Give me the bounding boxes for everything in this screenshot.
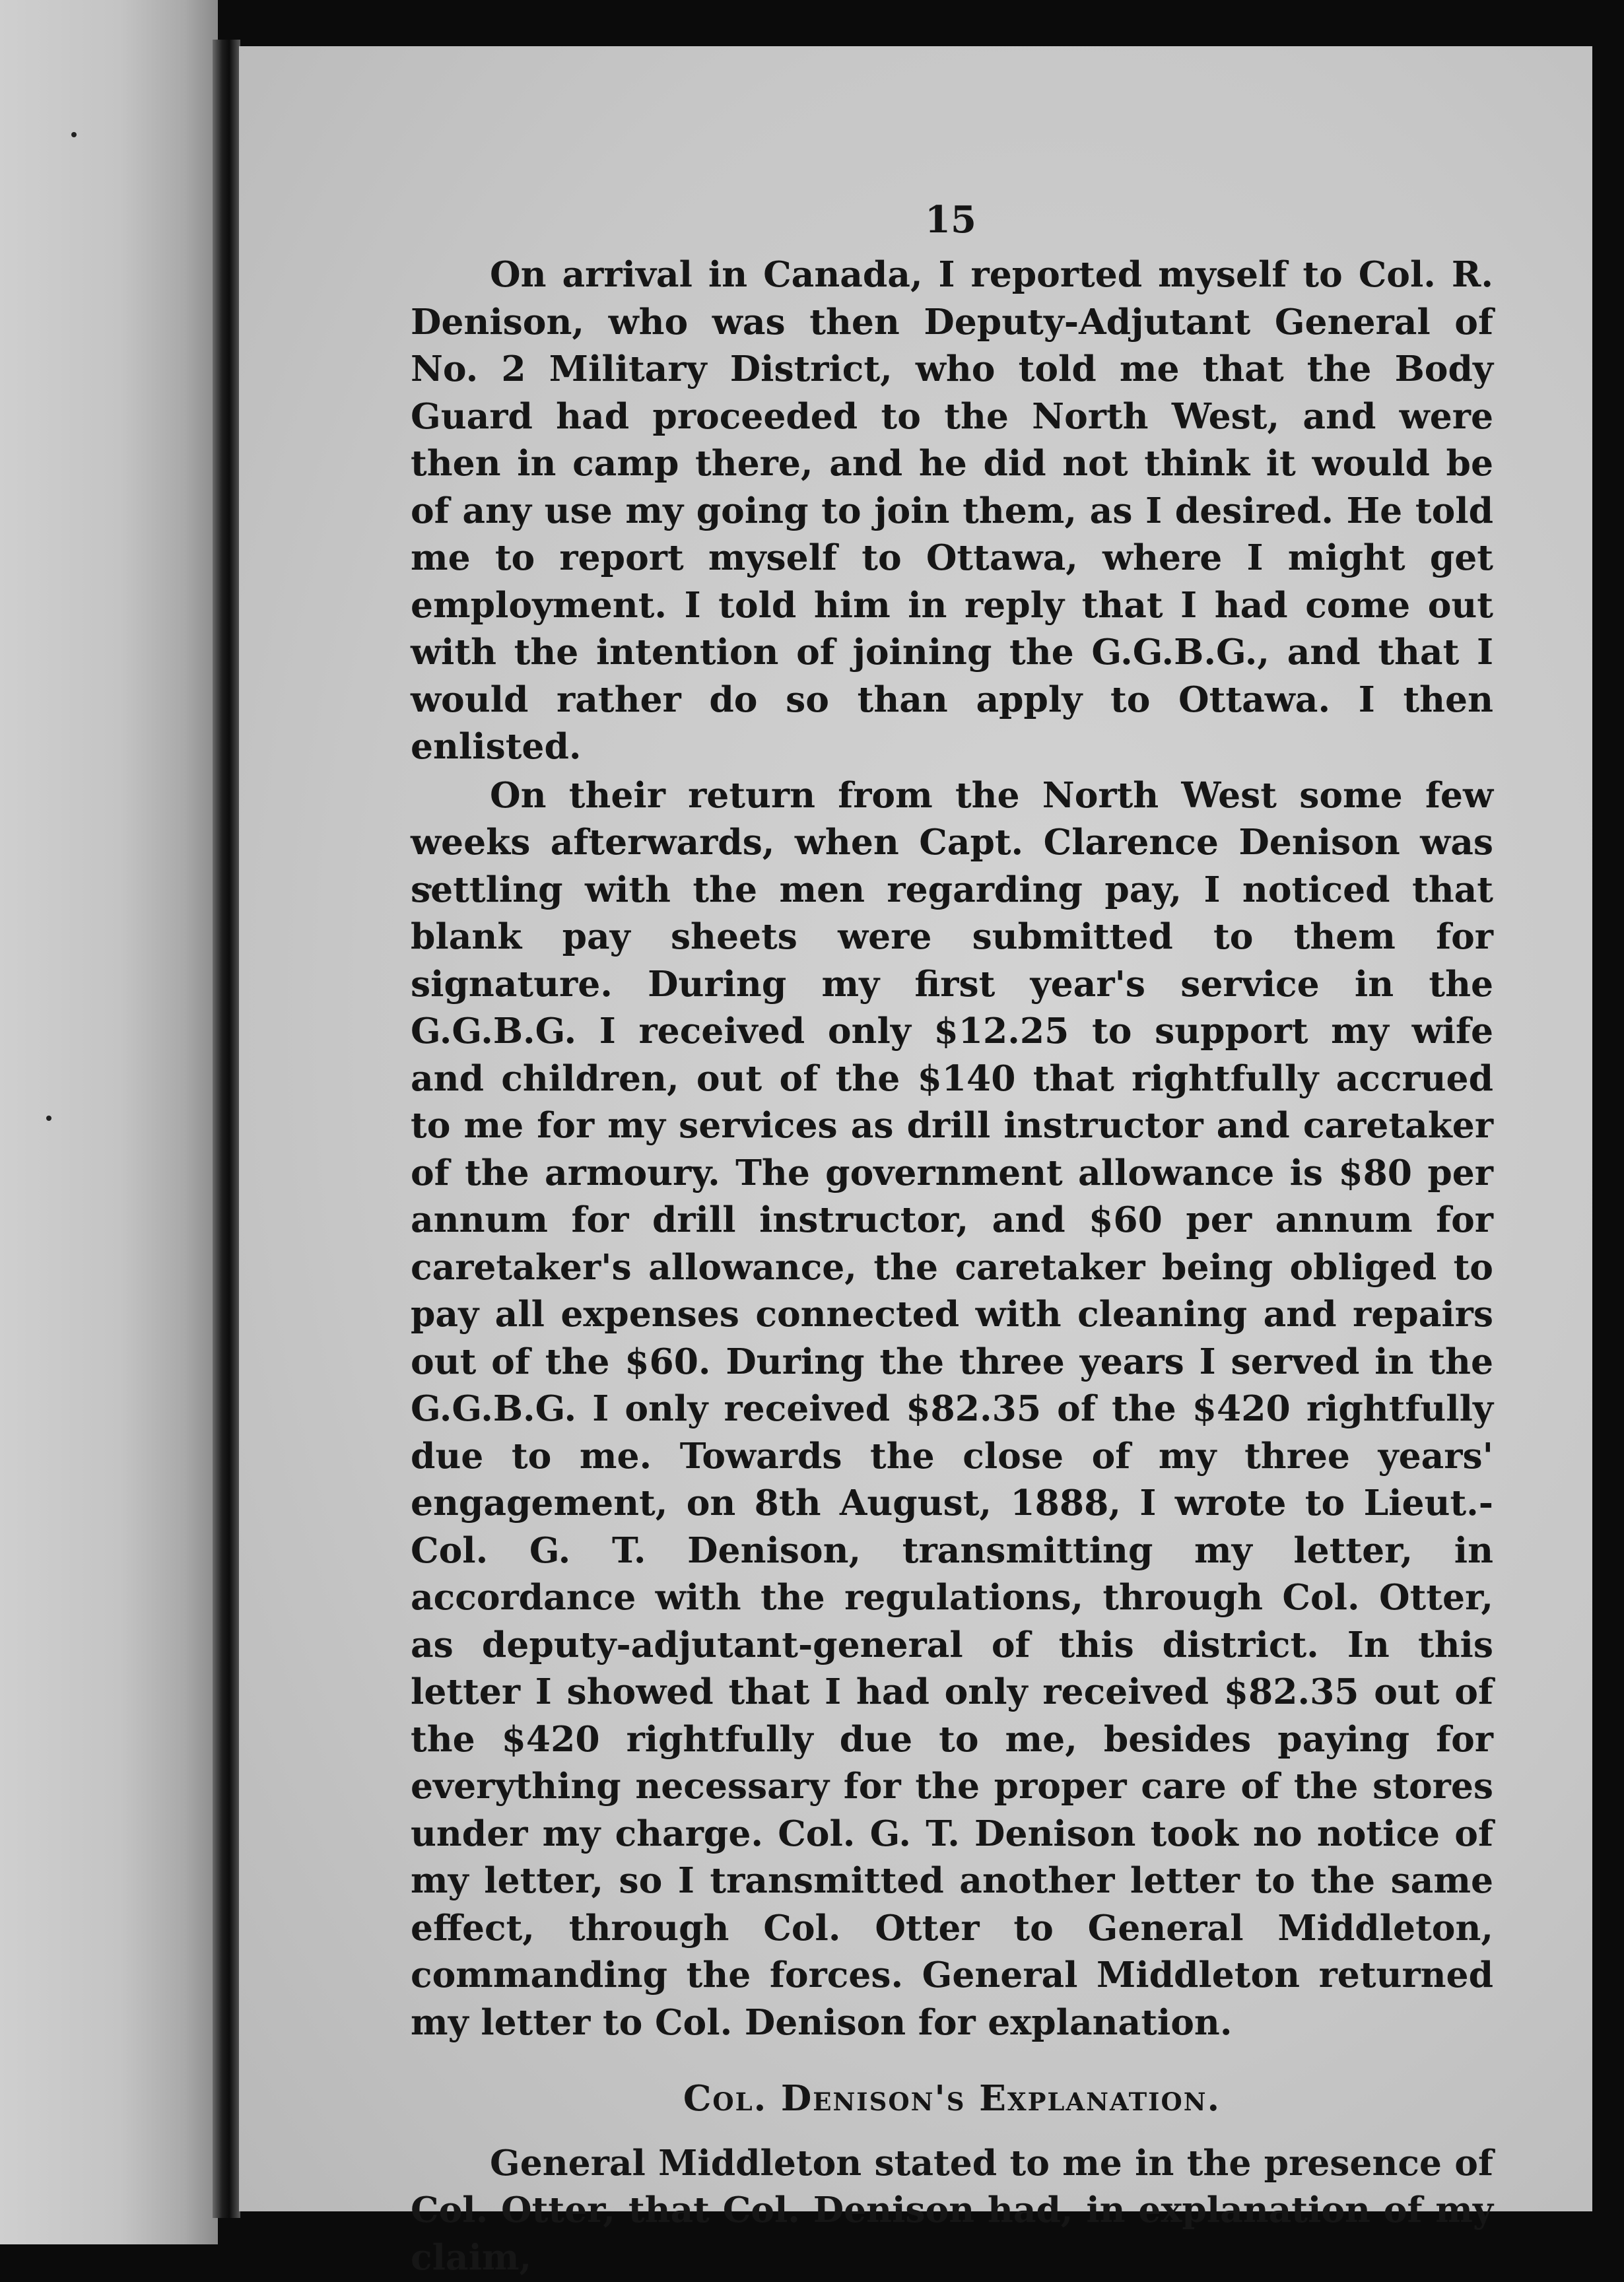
scan-speck [71, 132, 77, 137]
section-heading: Col. Denison's Explanation. [683, 2077, 1221, 2119]
page-body [411, 251, 1493, 2282]
book-gutter [213, 40, 240, 2218]
page-number: 15 [925, 198, 976, 242]
paragraph-pay-claim: On their return from the North West some few weeks afterwards, when Capt. Clarence Denison was settling with the men regarding pay, I noticed that blank pay sheets were submitted to them for signature. During my first year's service in the G.G.B.G. I received only $12.25 to support my wife and children, out of the $140 that rightfully accrued to me for my services as drill instructor and caretaker of the armoury. The government allowance is $80 per annum for drill instructor, and $60 per annum for caretaker's allowance, the caretaker being obliged to pay all expenses connected with cleaning and repairs out of the $60. During the three years I served in the G.G.B.G. I only received $82.35 of the $420 rightfully due to me. Towards the close of my three years' engagement, on 8th August, 1888, I wrote to Lieut.-Col. G. T. Denison, transmitting my letter, in accordance with the regulations, through Col. Otter, as deputy-adjutant-general of this district. In this letter I showed that I had only received $82.35 out of the $420 rightfully due to me, besides paying for everything necessary for the proper care of the stores under my charge. Col. G. T. Denison took no notice of my letter, so I transmitted another letter to the same effect, through Col. Otter to General Middleton, commanding the forces. General Middleton returned my letter to Col. Denison for explanation. [411, 774, 1493, 2043]
left-page-edge [0, 0, 218, 2244]
paragraph-explanation: General Middleton stated to me in the presence of Col. Otter, that Col. Denison had, in explanation of my claim, [411, 2141, 1493, 2278]
scan-speck [46, 1116, 51, 1121]
paragraph-arrival: On arrival in Canada, I reported myself to Col. R. Denison, who was then Deputy-Adjutant General of No. 2 Military District, who told me that the Body Guard had proceeded to the North West, and were then in camp there, and he did not think it would be of any use my going to join them, as I desired. He told me to report myself to Ottawa, where I might get employment. I told him in reply that I had come out with the intention of joining the G.G.B.G., and that I would rather do so than apply to Ottawa. I then enlisted. [411, 253, 1493, 767]
